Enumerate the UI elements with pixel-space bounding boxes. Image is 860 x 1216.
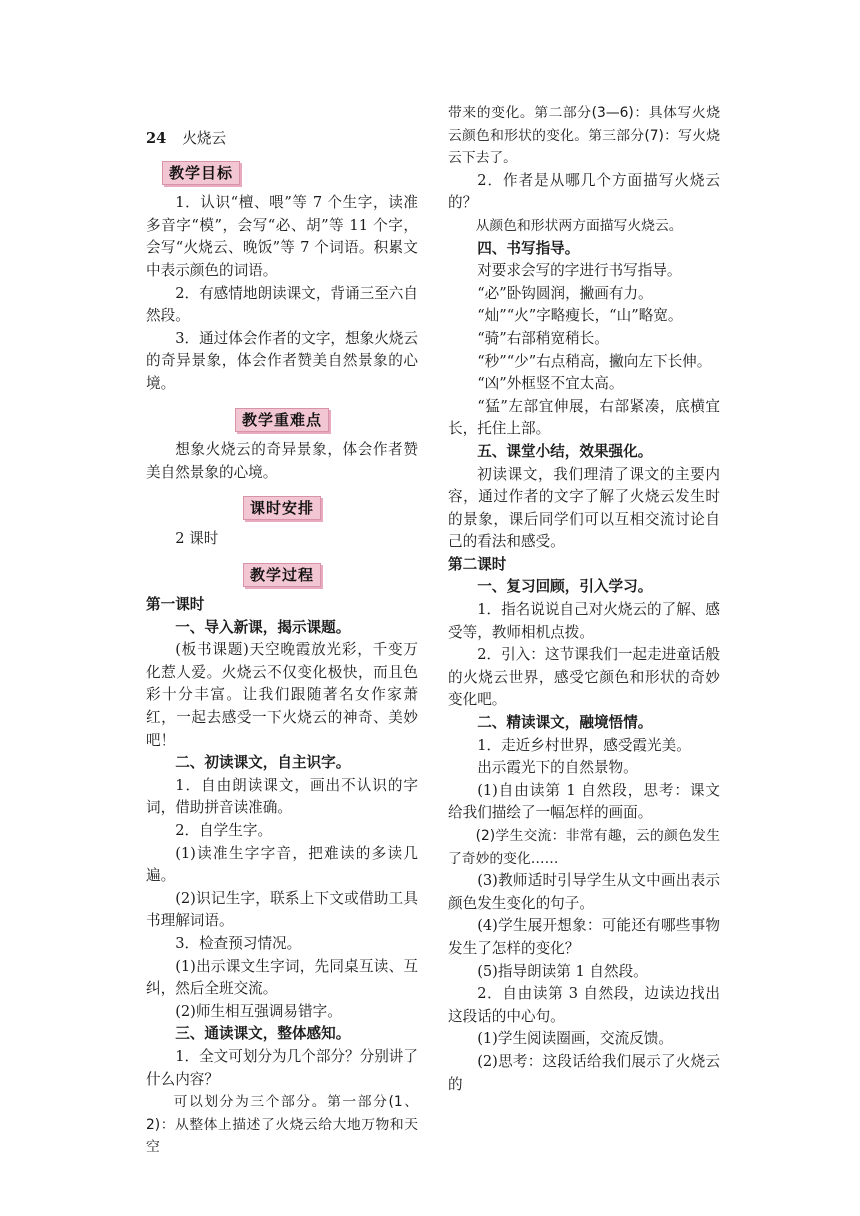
right-column bbox=[448, 102, 720, 1096]
step4-item: “秒”“少”右点稍高，撇向左下长伸。 bbox=[477, 352, 712, 370]
step4-item: “猛”左部宜伸展，右部紧凑，底横宜长，托住上部。 bbox=[448, 397, 720, 438]
s2-paragraph: (1)学生阅读圈画，交流反馈。 bbox=[477, 1030, 673, 1048]
lesson-title bbox=[146, 128, 418, 151]
question-2: 2．作者是从哪几个方面描写火烧云的？ bbox=[448, 171, 720, 212]
s2-question: (2)学生交流：非常有趣，云的颜色发生了奇妙的变化…… bbox=[448, 828, 720, 867]
answer-2: 从颜色和形状两方面描写火烧云。 bbox=[475, 217, 683, 234]
step3-question: 1．全文可划分为几个部分？分别讲了什么内容？ bbox=[146, 1047, 418, 1088]
s2-intro: 1．走近乡村世界，感受霞光美。 bbox=[477, 736, 691, 754]
second-lesson-heading: 第二课时 bbox=[448, 555, 507, 573]
key-points-heading: 教学重难点 bbox=[235, 408, 329, 432]
key-points-heading-wrap bbox=[146, 408, 418, 433]
step4-item: “必”卧钩圆润，撇画有力。 bbox=[477, 284, 653, 302]
key-points-text: 想象火烧云的奇异景象，体会作者赞美自然景象的心境。 bbox=[146, 441, 418, 481]
step4-item: 对要求会写的字进行书写指导。 bbox=[477, 262, 682, 280]
step4-item: “凶”外框竖不宜太高。 bbox=[477, 375, 624, 393]
schedule-text: 2 课时 bbox=[175, 529, 219, 547]
step2-item: 2．自学生字。 bbox=[175, 822, 273, 840]
step2-item: (2)师生相互强调易错字。 bbox=[175, 1002, 342, 1020]
step1-text: (板书课题)天空晚霞放光彩，千变万化惹人爱。火烧云不仅变化极快，而且色彩十分丰富。让我们跟随著名女作家萧红，一起去感受一下火烧云的神奇、美妙吧！ bbox=[146, 641, 418, 749]
goals-heading-wrap bbox=[146, 161, 418, 186]
lesson-name: 火烧云 bbox=[182, 130, 227, 147]
schedule-heading-wrap bbox=[146, 496, 418, 521]
s1-item: 1．指名说说自己对火烧云的了解、感受等，教师相机点拨。 bbox=[448, 601, 720, 641]
s2-question: (3)教师适时引导学生从文中画出表示颜色发生变化的句子。 bbox=[448, 872, 720, 912]
lesson-number: 24 bbox=[146, 130, 167, 147]
s1-heading: 一、复习回顾，引入学习。 bbox=[477, 578, 653, 596]
step2-item: (2)识记生字，联系上下文或借助工具书理解词语。 bbox=[146, 889, 418, 930]
step4-heading: 四、书写指导。 bbox=[477, 239, 580, 257]
step4-item: “灿”“火”字略瘦长，“山”略宽。 bbox=[477, 307, 683, 325]
step2-item: (1)出示课文生字词，先同桌互读、互纠，然后全班交流。 bbox=[146, 957, 418, 998]
s1-item: 2．引入：这节课我们一起走进童话般的火烧云世界，感受它颜色和形状的奇妙变化吧。 bbox=[448, 646, 720, 709]
answer-continued: 带来的变化。第二部分(3—6)：具体写火烧云颜色和形状的变化。第三部分(7)：写火烧云下去了。 bbox=[448, 105, 720, 167]
step1-heading: 一、导入新课，揭示课题。 bbox=[175, 618, 351, 636]
step2-item: (1)读准生字字音，把难读的多读几遍。 bbox=[146, 844, 418, 885]
step5-text: 初读课文，我们理清了课文的主要内容，通过作者的文字了解了火烧云发生时的景象，课后同学们可以互相交流讨论自己的看法和感受。 bbox=[448, 465, 720, 551]
process-heading-wrap bbox=[146, 563, 418, 588]
step2-heading: 二、初读课文，自主识字。 bbox=[175, 754, 351, 772]
step3-answer: 可以划分为三个部分。第一部分(1、2)：从整体上描述了火烧云给大地万物和天空 bbox=[146, 1094, 418, 1156]
s2-paragraph: 2．自由读第 3 自然段，边读边找出这段话的中心句。 bbox=[448, 985, 720, 1025]
s2-question: (4)学生展开想象：可能还有哪些事物发生了怎样的变化？ bbox=[448, 917, 720, 957]
schedule-heading: 课时安排 bbox=[243, 496, 321, 520]
step5-heading: 五、课堂小结，效果强化。 bbox=[477, 442, 653, 460]
step4-item: “骑”右部稍宽稍长。 bbox=[477, 329, 609, 347]
process-heading: 教学过程 bbox=[243, 563, 321, 587]
goal-item: 2．有感情地朗读课文，背诵三至六自然段。 bbox=[146, 284, 418, 325]
step3-heading: 三、通读课文，整体感知。 bbox=[175, 1025, 351, 1043]
s2-heading: 二、精读课文，融境悟情。 bbox=[477, 714, 653, 732]
goal-item: 3．通过体会作者的文字，想象火烧云的奇异景象，体会作者赞美自然景象的心境。 bbox=[146, 329, 418, 392]
step2-item: 3．检查预习情况。 bbox=[175, 935, 302, 952]
left-column bbox=[146, 126, 418, 1159]
step2-item: 1．自由朗读课文，画出不认识的字词，借助拼音读准确。 bbox=[146, 776, 418, 817]
s2-show: 出示霞光下的自然景物。 bbox=[477, 759, 638, 777]
s2-question: (5)指导朗读第 1 自然段。 bbox=[477, 962, 648, 980]
goal-item: 1．认识“檀、喂”等 7 个生字，读准多音字“模”，会写“必、胡”等 11 个字，会写“火烧云、晚饭”等 7 个词语。积累文中表示颜色的词语。 bbox=[146, 194, 418, 279]
first-lesson-heading: 第一课时 bbox=[146, 596, 205, 614]
goals-heading: 教学目标 bbox=[162, 161, 240, 185]
s2-question: (1)自由读第 1 自然段，思考：课文给我们描绘了一幅怎样的画面。 bbox=[448, 781, 720, 822]
s2-paragraph: (2)思考：这段话给我们展示了火烧云的 bbox=[448, 1052, 720, 1093]
